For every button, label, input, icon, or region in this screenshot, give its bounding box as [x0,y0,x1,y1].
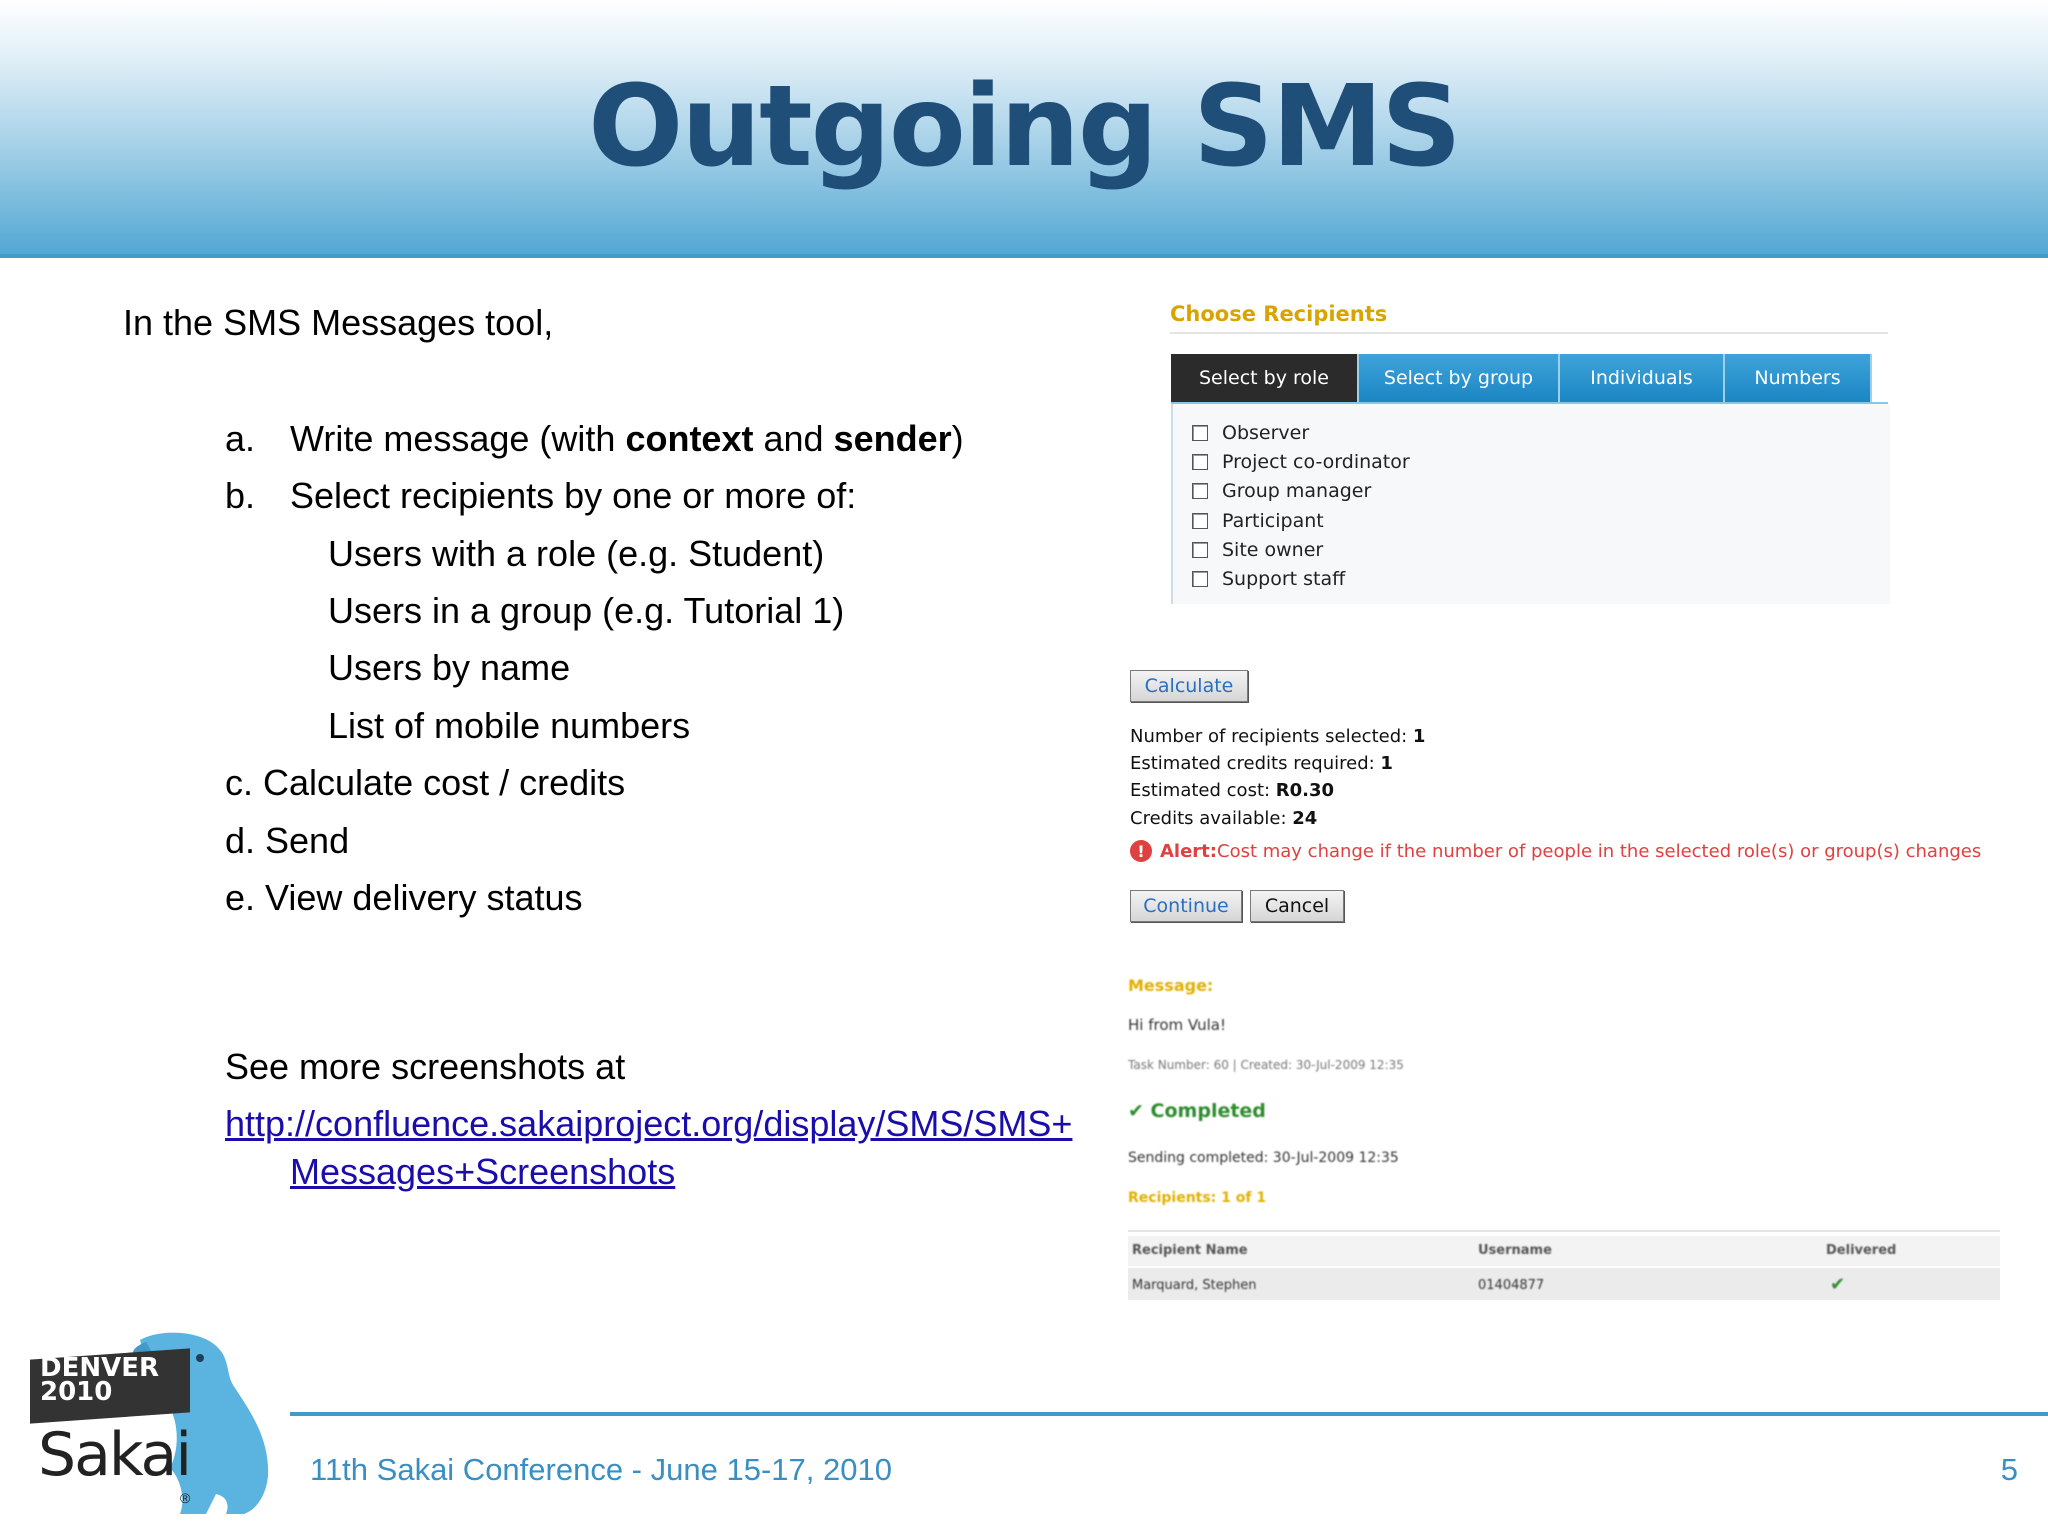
recipient-name-cell: Marquard, Stephen [1132,1278,1257,1293]
cost-alert: ! Alert: Cost may change if the number of people in the selected role(s) or group(s) changes [1130,840,1981,862]
role-option[interactable]: Project co-ordinator [1192,451,1410,473]
delivered-check-icon: ✔ [1830,1274,1846,1295]
screenshots-link-line2[interactable]: Messages+Screenshots [290,1151,676,1192]
role-option[interactable]: Group manager [1192,480,1371,502]
credits-available: Credits available: 24 [1130,808,1318,829]
checkbox[interactable] [1192,571,1208,587]
cancel-button[interactable]: Cancel [1250,890,1344,922]
recipient-tabs [1171,354,1872,402]
checkbox[interactable] [1192,542,1208,558]
step-e-text: e. View delivery status [225,877,583,918]
role-option[interactable]: Site owner [1192,539,1323,561]
continue-button[interactable]: Continue [1130,890,1242,922]
tab-numbers[interactable]: Numbers [1725,354,1872,402]
table-header-name: Recipient Name [1132,1243,1248,1258]
step-b-sub-item: Users by name [328,647,571,688]
checkbox[interactable] [1192,513,1208,529]
role-option[interactable]: Participant [1192,510,1324,532]
table-divider [1128,1230,2000,1232]
step-d-text: d. Send [225,820,350,861]
logo-registered: ® [180,1490,191,1506]
calculate-button[interactable]: Calculate [1130,670,1248,702]
table-header-username: Username [1478,1243,1552,1258]
tab-select-by-role[interactable]: Select by role [1171,354,1359,402]
checkbox[interactable] [1192,454,1208,470]
message-text: Hi from Vula! [1128,1016,1227,1034]
step-b-sub-item: List of mobile numbers [328,705,691,746]
message-label: Message: [1128,976,1214,995]
table-header-delivered: Delivered [1826,1243,1897,1258]
alert-icon: ! [1130,840,1152,862]
logo-denver: DENVER 2010 [40,1353,160,1407]
checkbox[interactable] [1192,483,1208,499]
role-option[interactable]: Support staff [1192,568,1345,590]
tab-individuals[interactable]: Individuals [1560,354,1725,402]
sakai-denver-logo [30,1328,278,1518]
recipients-count: Recipients: 1 of 1 [1128,1190,1267,1206]
step-c-text: c. Calculate cost / credits [225,762,626,803]
sending-completed: Sending completed: 30-Jul-2009 12:35 [1128,1150,1399,1166]
intro-text: In the SMS Messages tool, [123,302,554,343]
tab-select-by-group[interactable]: Select by group [1359,354,1560,402]
recipients-selected: Number of recipients selected: 1 [1130,726,1426,747]
step-b-sub-item: Users in a group (e.g. Tutorial 1) [328,590,845,631]
step-a-marker: a. [225,418,256,459]
task-line: Task Number: 60 | Created: 30-Jul-2009 12:35 [1128,1058,1404,1072]
header-divider [0,254,2048,258]
footer-divider [290,1412,2048,1416]
check-icon: ✔ [1128,1100,1151,1122]
footer-conference-text: 11th Sakai Conference - June 15-17, 2010 [310,1452,892,1487]
slide-title: Outgoing SMS [588,62,1460,192]
section-divider [1170,332,1888,334]
step-b-sub-item: Users with a role (e.g. Student) [328,533,825,574]
checkbox[interactable] [1192,425,1208,441]
page-number: 5 [2000,1452,2018,1487]
screenshots-link-line1[interactable]: http://confluence.sakaiproject.org/display/SMS/SMS+ [225,1103,1073,1144]
estimated-cost: Estimated cost: R0.30 [1130,780,1335,801]
logo-sakai: Sakai [38,1420,190,1490]
role-option[interactable]: Observer [1192,422,1309,444]
step-a-text: Write message (with context and sender) [290,418,964,459]
table-row [1128,1268,2000,1300]
completed-status: ✔ Completed [1128,1100,1266,1122]
see-more-text: See more screenshots at [225,1046,626,1087]
username-cell: 01404877 [1478,1278,1545,1293]
step-b-marker: b. [225,475,256,516]
step-b-text: Select recipients by one or more of: [290,475,857,516]
credits-required: Estimated credits required: 1 [1130,753,1393,774]
choose-recipients-title: Choose Recipients [1170,302,1388,326]
